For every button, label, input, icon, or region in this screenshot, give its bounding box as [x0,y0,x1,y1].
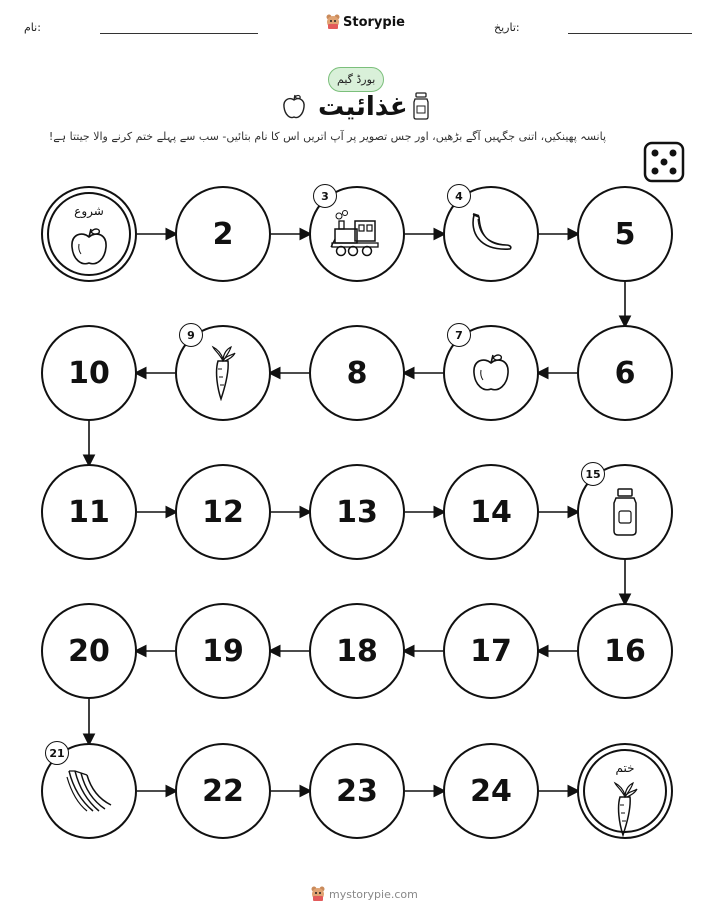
name-line[interactable] [100,33,258,34]
dice-icon [643,141,685,187]
title-jar-icon [410,91,432,125]
bear-logo-icon [326,14,340,30]
name-label: نام: [24,21,41,34]
space-number: 19 [202,633,244,669]
board-space [443,603,539,699]
board-space [309,186,405,282]
space-number: 13 [336,494,378,530]
board-space [175,603,271,699]
board-game-badge: بورڈ گیم [328,67,384,92]
apple-icon [468,350,514,396]
space-number: 22 [202,773,244,809]
footer-site[interactable]: mystorypie.com [329,887,418,901]
space-number: 8 [346,355,368,391]
space-number: 16 [604,633,646,669]
space-number-chip: 3 [313,184,337,208]
space-number: 23 [336,773,378,809]
carrot-icon [579,781,671,837]
green-beans-icon [63,767,115,815]
board-space [175,464,271,560]
carrot-icon [205,345,241,401]
space-number: 12 [202,494,244,530]
space-number: 2 [212,216,234,252]
board-space [309,603,405,699]
board-space [577,325,673,421]
page-title: غذائیت [318,92,408,122]
footer [311,886,418,902]
board-space [41,603,137,699]
space-number-chip: 7 [447,323,471,347]
board-space [577,603,673,699]
space-number-chip: 4 [447,184,471,208]
jar-icon [608,487,642,537]
board-space [443,743,539,839]
apple-icon [43,224,135,270]
board-space [309,743,405,839]
space-number-chip: 21 [45,741,69,765]
board-space [309,464,405,560]
start-label: شروع [74,204,104,218]
train-icon [329,209,385,259]
banana-icon [466,211,516,257]
board-space [175,186,271,282]
board-space [443,186,539,282]
board-space [309,325,405,421]
space-number: 5 [614,216,636,252]
instructions-text: پانسہ پھینکیں، اتنی جگہیں آگے بڑھیں، اور جس تصویر پر آپ اتریں اس کا نام بتائیں- سب سے پہلے ختم کرنے والا جیتتا ہے! [48,130,606,143]
board-space [577,464,673,560]
board-space [41,743,137,839]
brand-logo [326,14,405,30]
start-space [41,186,137,282]
space-number: 14 [470,494,512,530]
space-number: 11 [68,494,110,530]
finish-label: ختم [615,761,635,775]
date-label: تاریخ: [494,21,520,34]
date-line[interactable] [568,33,692,34]
board-space [175,325,271,421]
space-number: 24 [470,773,512,809]
finish-space [577,743,673,839]
board-space [41,325,137,421]
space-number-chip: 9 [179,323,203,347]
footer-logo-icon [311,886,325,902]
board-space [175,743,271,839]
board-space [443,325,539,421]
space-number: 20 [68,633,110,669]
space-number: 10 [68,355,110,391]
brand-name: Storypie [343,14,405,30]
space-number: 17 [470,633,512,669]
board-space [443,464,539,560]
title-apple-icon [280,93,308,125]
space-number-chip: 15 [581,462,605,486]
space-number: 6 [614,355,636,391]
board-space [41,464,137,560]
board-space [577,186,673,282]
space-number: 18 [336,633,378,669]
